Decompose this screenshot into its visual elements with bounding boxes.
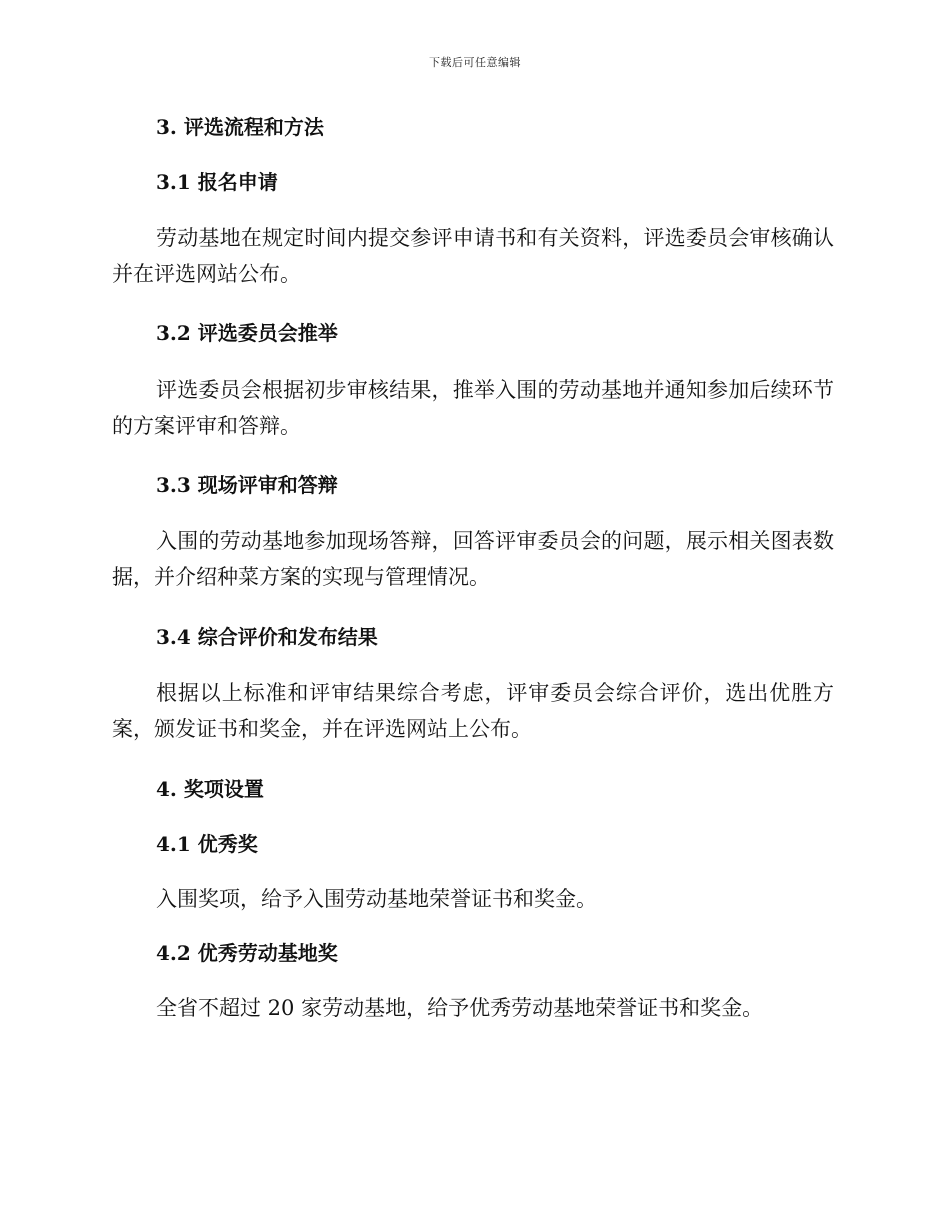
section-3-2-text: 评选委员会根据初步审核结果，推举入围的劳动基地并通知参加后续环节的方案评审和答辩。 xyxy=(112,378,834,438)
section-4-title: 4. 奖项设置 xyxy=(156,777,264,801)
section-4-1-text: 入围奖项，给予入围劳动基地荣誉证书和奖金。 xyxy=(156,887,597,911)
section-3-4-text: 根据以上标准和评审结果综合考虑，评审委员会综合评价，选出优胜方案，颁发证书和奖金，并在评选网站上公布。 xyxy=(112,681,834,741)
section-3-1-text: 劳动基地在规定时间内提交参评申请书和有关资料，评选委员会审核确认并在评选网站公布。 xyxy=(112,226,834,286)
section-4-2-title: 4.2 优秀劳动基地奖 xyxy=(156,941,338,965)
section-4-1-title: 4.1 优秀奖 xyxy=(156,832,258,856)
section-3-4-title: 3.4 综合评价和发布结果 xyxy=(156,625,378,649)
section-3-title: 3. 评选流程和方法 xyxy=(156,115,324,139)
section-4-2-text: 全省不超过 20 家劳动基地，给予优秀劳动基地荣誉证书和奖金。 xyxy=(156,996,764,1020)
section-3-3-title: 3.3 现场评审和答辩 xyxy=(156,473,338,497)
header-note: 下载后可任意编辑 xyxy=(429,56,521,69)
section-3-3-text: 入围的劳动基地参加现场答辩，回答评审委员会的问题，展示相关图表数据，并介绍种菜方案的实现与管理情况。 xyxy=(112,529,834,589)
section-3-1-title: 3.1 报名申请 xyxy=(156,170,278,194)
section-3-2-title: 3.2 评选委员会推举 xyxy=(156,321,338,345)
